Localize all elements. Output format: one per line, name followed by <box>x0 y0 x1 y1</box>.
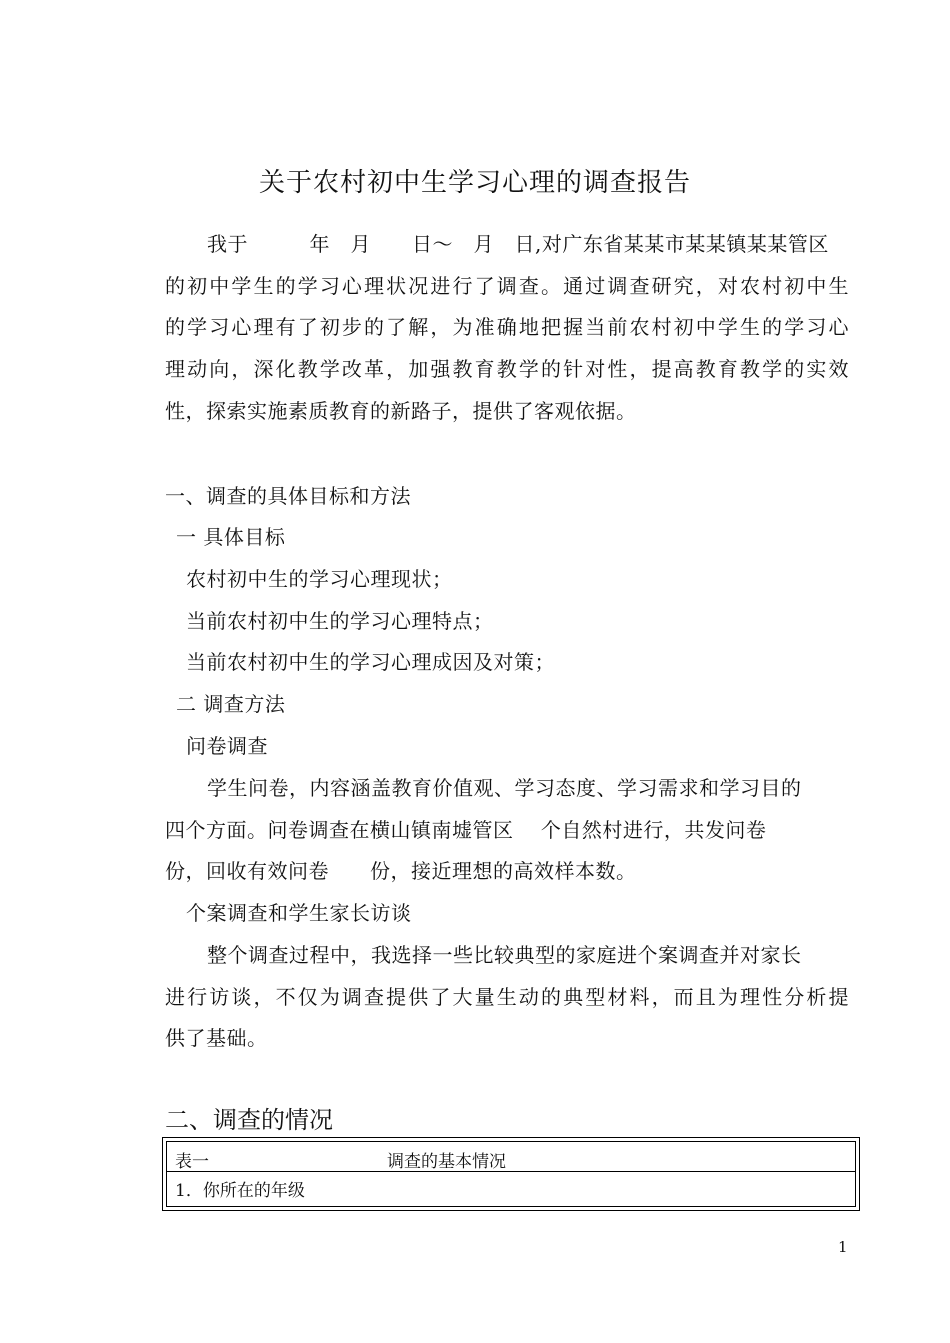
intro-line-5: 性，探索实施素质教育的新路子，提供了客观依据。 <box>165 399 637 423</box>
survey-table-inner-border <box>166 1141 856 1207</box>
method-case-study-heading: 个案调查和学生家长访谈 <box>186 901 412 925</box>
questionnaire-line-3: 份，回收有效问卷 份，接近理想的高效样本数。 <box>165 859 637 883</box>
method-questionnaire-heading: 问卷调查 <box>186 734 268 758</box>
goal-item: 当前农村初中生的学习心理特点； <box>186 609 494 633</box>
intro-line-1: 我于 年 月 日～ 月 日,对广东省某某市某某镇某某管区 <box>207 232 829 256</box>
goal-item: 农村初中生的学习心理现状； <box>186 567 453 591</box>
table-label: 表一 <box>175 1152 209 1172</box>
questionnaire-line-1: 学生问卷，内容涵盖教育价值观、学习态度、学习需求和学习目的 <box>207 776 802 800</box>
case-study-line-3: 供了基础。 <box>165 1026 268 1050</box>
document-title: 关于农村初中生学习心理的调查报告 <box>258 168 691 198</box>
intro-line-4: 理动向，深化教学改革，加强教育教学的针对性，提高教育教学的实效 <box>165 357 849 381</box>
table-row-divider <box>167 1171 855 1172</box>
table-row-1: 1．你所在的年级 <box>175 1181 305 1201</box>
table-caption: 调查的基本情况 <box>387 1152 506 1172</box>
section-2-heading: 二、调查的情况 <box>165 1106 333 1134</box>
case-study-line-1: 整个调查过程中，我选择一些比较典型的家庭进个案调查并对家长 <box>207 943 802 967</box>
subsection-goals-heading: 一 具体目标 <box>176 525 286 549</box>
intro-line-2: 的初中学生的学习心理状况进行了调查。通过调查研究，对农村初中生 <box>165 274 849 298</box>
section-1-heading: 一、调查的具体目标和方法 <box>165 484 411 508</box>
case-study-line-2: 进行访谈，不仅为调查提供了大量生动的典型材料，而且为理性分析提 <box>165 985 849 1009</box>
subsection-method-heading: 二 调查方法 <box>176 692 286 716</box>
survey-table <box>162 1137 860 1211</box>
goal-item: 当前农村初中生的学习心理成因及对策； <box>186 650 555 674</box>
page-number: 1 <box>838 1238 848 1256</box>
intro-line-3: 的学习心理有了初步的了解，为准确地把握当前农村初中学生的学习心 <box>165 315 849 339</box>
questionnaire-line-2: 四个方面。问卷调查在横山镇南墟管区 个自然村进行，共发问卷 <box>165 818 767 842</box>
